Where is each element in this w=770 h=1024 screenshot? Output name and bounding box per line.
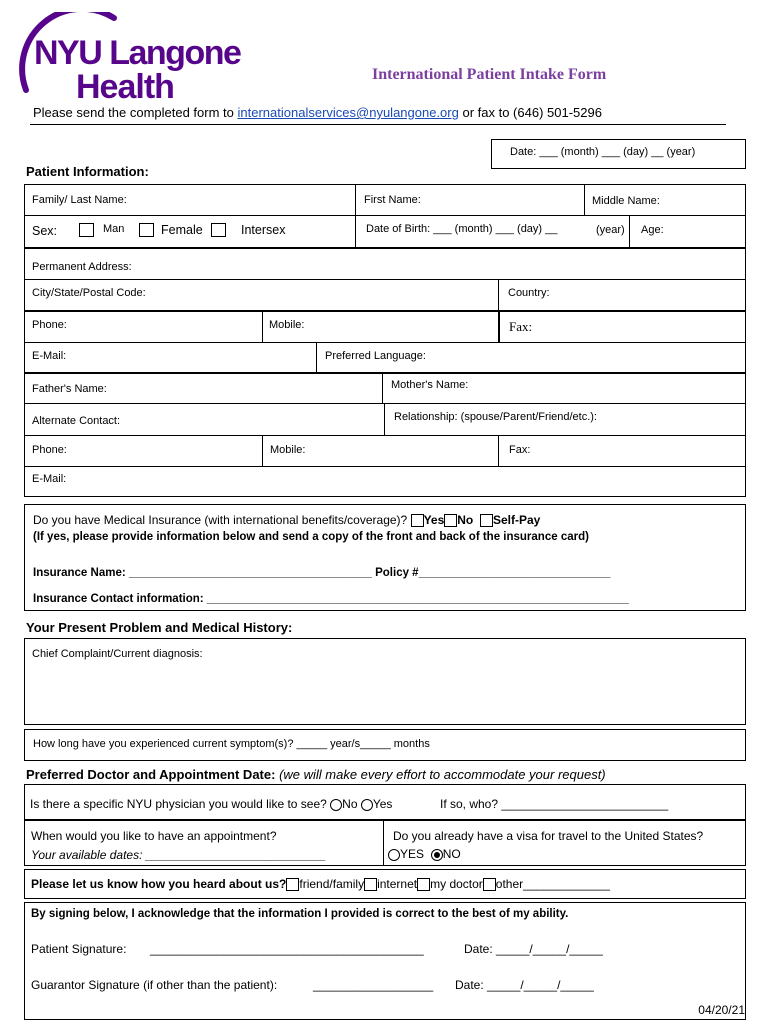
age-label[interactable]: Age: (641, 224, 664, 236)
physician-name-field[interactable]: If so, who? _________________________ (440, 797, 669, 811)
physician-no-radio[interactable] (330, 799, 342, 811)
doctor-heading-note: (we will make every effort to accommodate your request) (279, 767, 606, 782)
self-pay-checkbox[interactable] (480, 514, 493, 527)
insurance-question: Do you have Medical Insurance (with international benefits/coverage)? Yes No Self-Pay (33, 513, 541, 527)
fax-field[interactable] (498, 311, 746, 343)
form-title: International Patient Intake Form (372, 66, 607, 83)
intersex-checkbox[interactable] (211, 223, 226, 237)
appointment-question: When would you like to have an appointment? (31, 829, 277, 843)
alt-mobile-label: Mobile: (270, 444, 306, 456)
friend-family-label: friend/family (299, 877, 365, 891)
insurance-note: (If yes, please provide information below and send a copy of the front and back of the insurance card) (33, 531, 589, 543)
dob-label: Date of Birth: ___ (month) ___ (day) __ (366, 223, 558, 235)
revision-date: 04/20/21 (698, 1003, 745, 1017)
patient-signature-label: Patient Signature: (31, 942, 127, 956)
visa-yes-radio[interactable] (388, 849, 400, 861)
man-label: Man (103, 223, 125, 235)
fax-label: Fax: (509, 319, 533, 334)
address-label: Permanent Address: (32, 261, 132, 273)
man-checkbox[interactable] (79, 223, 94, 237)
alt-email-label: E-Mail: (32, 473, 67, 485)
send-instructions: Please send the completed form to internationalservices@nyulangone.org or fax to (646) 501-5296 (33, 105, 602, 120)
email-link[interactable]: internationalservices@nyulangone.org (237, 105, 459, 120)
insurance-no-checkbox[interactable] (444, 514, 457, 527)
first-name-label: First Name: (364, 194, 421, 206)
address-field[interactable] (24, 248, 746, 280)
patient-date-field[interactable]: Date: _____/_____/_____ (464, 942, 603, 956)
dob-year-label: (year) (596, 224, 625, 236)
symptom-duration-label: How long have you experienced current symptom(s)? _____ year/s_____ months (33, 738, 430, 750)
acknowledgement-text: By signing below, I acknowledge that the information I provided is correct to the best of my ability. (31, 908, 569, 920)
alt-email-field[interactable] (24, 466, 746, 497)
email-label: E-Mail: (32, 350, 67, 362)
form-date-field[interactable]: Date: ___ (month) ___ (day) __ (year) (491, 139, 746, 169)
alt-phone-label: Phone: (32, 444, 67, 456)
phone-label: Phone: (32, 319, 67, 331)
insurance-yes-label: Yes (423, 513, 445, 527)
divider (30, 124, 726, 125)
physician-yes-radio[interactable] (361, 799, 373, 811)
country-label: Country: (508, 287, 550, 299)
physician-no-label: No (342, 797, 358, 811)
guarantor-date-field[interactable]: Date: _____/_____/_____ (455, 978, 594, 992)
patient-info-heading: Patient Information: (26, 164, 149, 179)
referral-question: Please let us know how you heard about us? friend/family internet my doctor other_____________ (31, 877, 610, 891)
alt-fax-field[interactable] (498, 435, 746, 467)
physician-question: Is there a specific NYU physician you would like to see? No Yes (30, 797, 393, 811)
insurance-contact-field[interactable]: Insurance Contact information: __________________________________________________________________ (33, 593, 629, 605)
friend-family-checkbox[interactable] (286, 878, 299, 891)
nyu-langone-logo (18, 12, 241, 106)
my-doctor-label: my doctor (430, 877, 483, 891)
other-checkbox[interactable] (483, 878, 496, 891)
guarantor-signature-label: Guarantor Signature (if other than the patient): (31, 978, 278, 992)
internet-label: internet (377, 877, 418, 891)
internet-checkbox[interactable] (364, 878, 377, 891)
physician-yes-label: Yes (372, 797, 393, 811)
visa-yes-label: YES (400, 847, 425, 861)
logo-line1: NYU Langone (34, 34, 241, 72)
logo-line2: Health (76, 68, 174, 106)
father-name-label: Father's Name: (32, 383, 107, 395)
visa-question: Do you already have a visa for travel to the United States? (393, 829, 704, 843)
intersex-label: Intersex (241, 223, 286, 237)
female-checkbox[interactable] (139, 223, 154, 237)
alternate-contact-label: Alternate Contact: (32, 415, 121, 427)
visa-no-radio[interactable] (431, 849, 443, 861)
self-pay-label: Self-Pay (492, 513, 541, 527)
alt-fax-label: Fax: (509, 444, 531, 456)
my-doctor-checkbox[interactable] (417, 878, 430, 891)
city-label: City/State/Postal Code: (32, 287, 146, 299)
visa-options (388, 847, 461, 861)
mobile-label: Mobile: (269, 319, 305, 331)
doctor-heading: Preferred Doctor and Appointment Date: (we will make every effort to accommodate your request) (26, 767, 606, 782)
middle-name-label: Middle Name: (592, 195, 660, 207)
language-label: Preferred Language: (325, 350, 426, 362)
available-dates-field[interactable]: Your available dates: ___________________________ (31, 848, 326, 862)
mother-name-label: Mother's Name: (391, 379, 469, 391)
female-label: Female (161, 223, 203, 237)
insurance-yes-checkbox[interactable] (411, 514, 424, 527)
visa-no-label: NO (442, 847, 461, 861)
email-field[interactable] (24, 342, 317, 373)
patient-signature-field[interactable]: _________________________________________ (150, 942, 424, 956)
other-label: other_____________ (495, 877, 610, 891)
sex-label: Sex: (32, 224, 58, 238)
relationship-label: Relationship: (spouse/Parent/Friend/etc.): (394, 411, 597, 423)
guarantor-signature-field[interactable]: __________________ (313, 978, 434, 992)
history-heading: Your Present Problem and Medical History: (26, 620, 293, 635)
insurance-name-field[interactable]: Insurance Name: ______________________________________ Policy #______________________________ (33, 567, 611, 579)
insurance-no-label: No (457, 513, 474, 527)
family-name-label: Family/ Last Name: (32, 194, 127, 206)
chief-complaint-label: Chief Complaint/Current diagnosis: (32, 648, 203, 660)
